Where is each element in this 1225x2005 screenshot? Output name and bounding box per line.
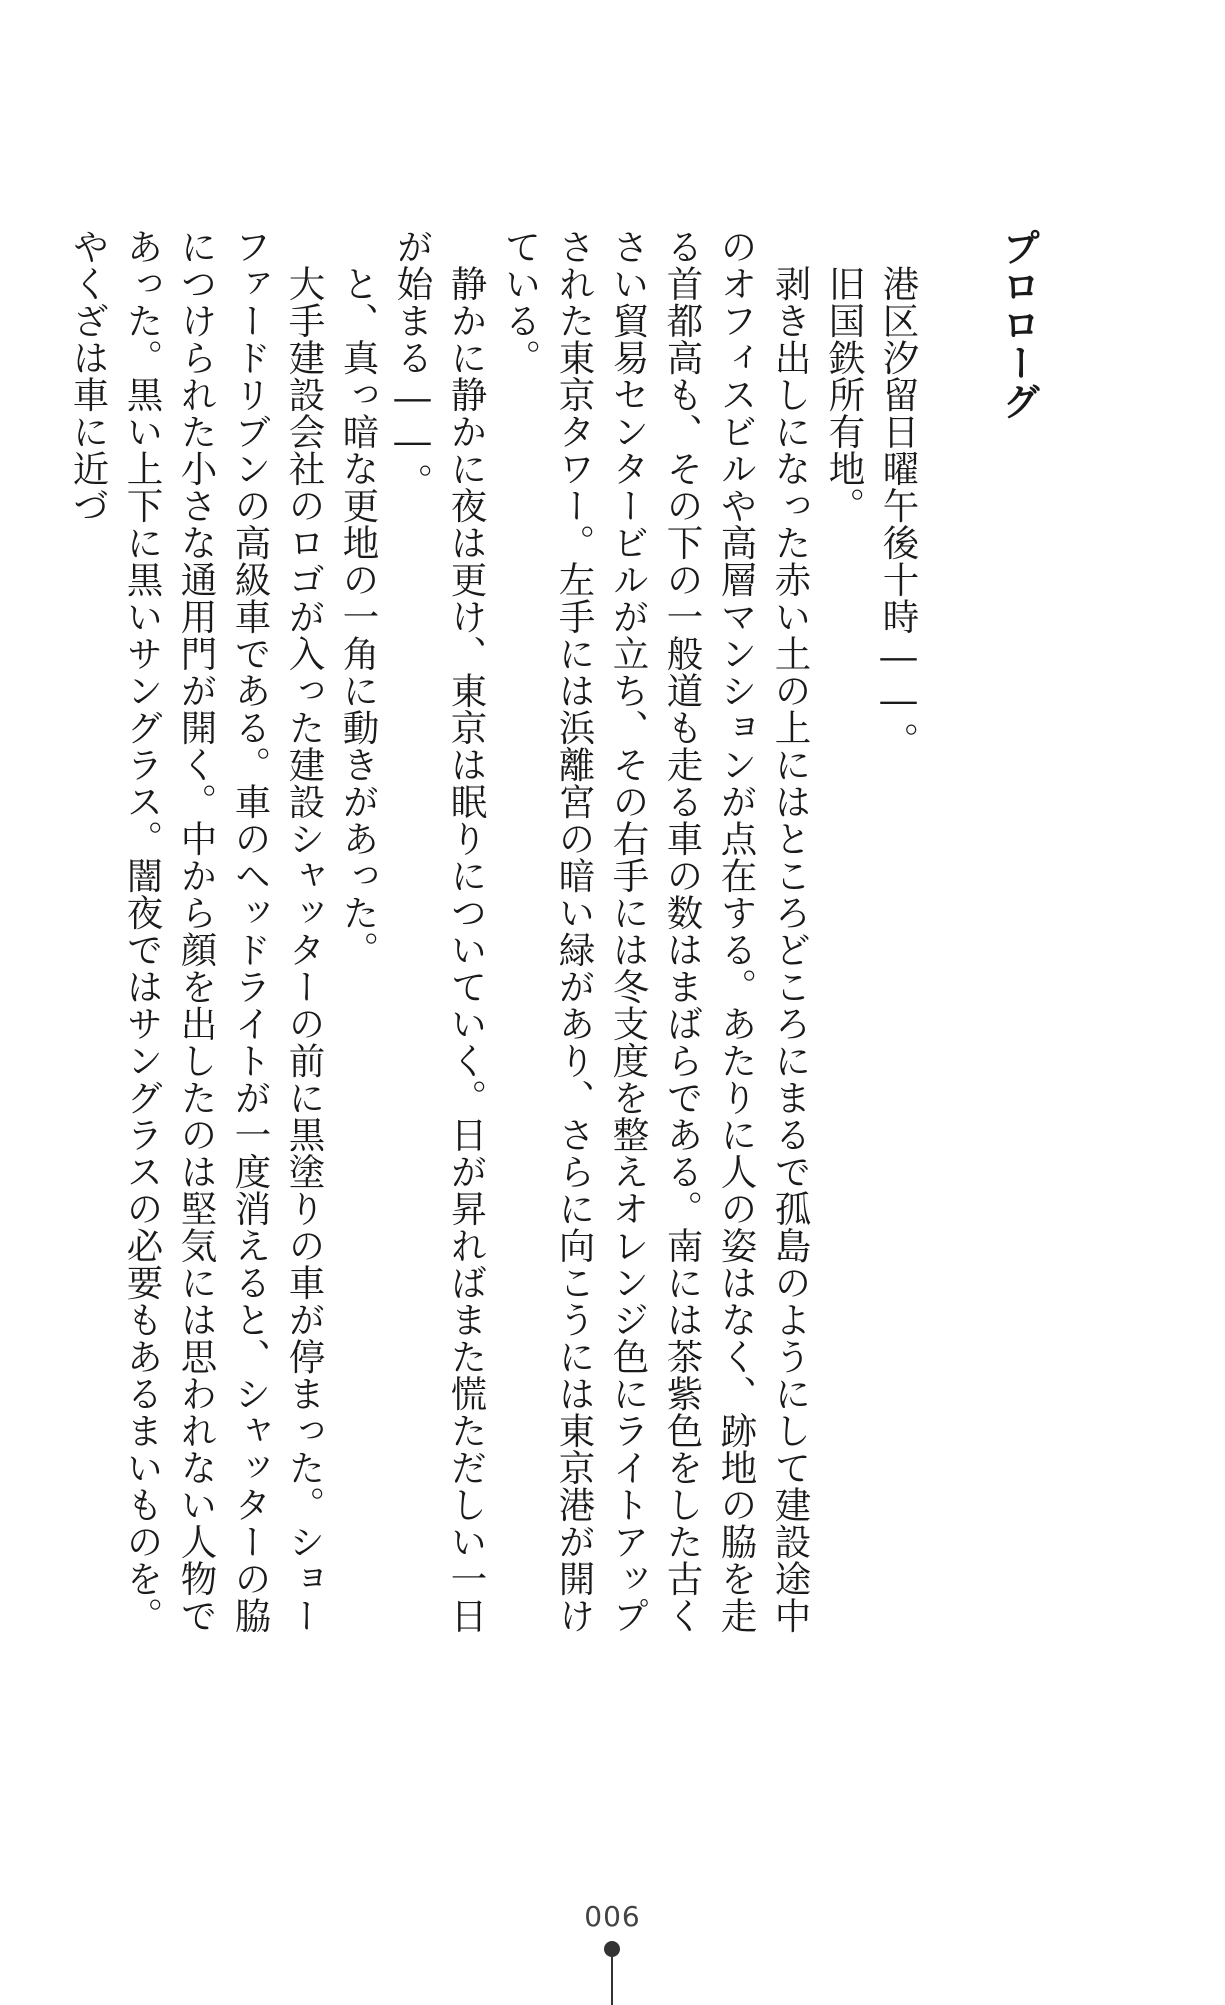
paragraph: 大手建設会社のロゴが入った建設シャッターの前に黒塗りの車が停まった。ショーファードリブンの高級車である。車のヘッドライトが一度消えると、シャッターの脇につけられた小さな通用門が開く。中から顔を出したのは堅気には思われない人物であった。黒い上下に黒いサングラス。闇夜ではサングラスの必要もあるまいものを。やくざは車に近づ bbox=[67, 228, 326, 1634]
chapter-title: プロローグ bbox=[996, 228, 1040, 421]
paragraph: と、真っ暗な更地の一角に動きがあった。 bbox=[337, 228, 380, 968]
paragraph: 静かに静かに夜は更け、東京は眠りについていく。日が昇ればまた慌ただしい一日が始まる――。 bbox=[391, 228, 488, 1634]
paragraph: 港区汐留日曜午後十時――。 bbox=[877, 228, 920, 759]
folio-line-ornament bbox=[611, 1957, 613, 2005]
page-number: 006 bbox=[584, 1900, 641, 1933]
vertical-text-block bbox=[61, 228, 1045, 1648]
folio-dot-ornament bbox=[604, 1941, 620, 1957]
paragraph: 剥き出しになった赤い土の上にはところどころにまるで孤島のようにして建設途中のオフィスビルや高層マンションが点在する。あたりに人の姿はなく、跡地の脇を走る首都高も、その下の一般道も走る車の数はまばらである。南には茶紫色をした古くさい貿易センタービルが立ち、その右手には冬支度を整えオレンジ色にライトアップされた東京タワー。左手には浜離宮の暗い緑があり、さらに向こうには東京港が開けている。 bbox=[499, 228, 812, 1634]
paragraph: 旧国鉄所有地。 bbox=[823, 228, 866, 524]
